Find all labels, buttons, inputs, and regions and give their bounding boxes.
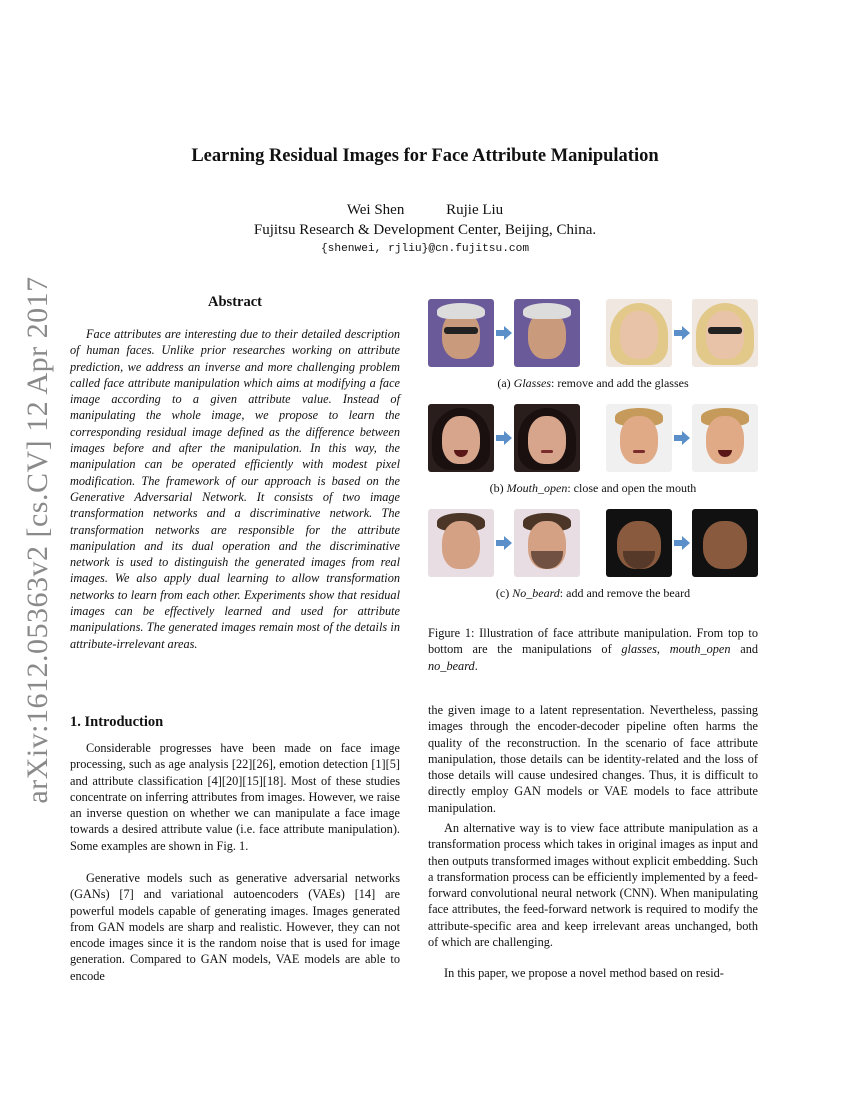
face-image xyxy=(606,404,672,472)
body-paragraph: Generative models such as generative adversarial networks (GANs) [7] and variational autoencoders (VAEs) [14] are powerful models capable of generating images. Images generated from GAN models are sharp and realistic. However, they can not encode images since it is the random noise that is used for image generation. Compared to GAN models, VAE models are able to encode xyxy=(70,871,400,983)
arrow-right-icon xyxy=(674,326,690,340)
figure-caption: Figure 1: Illustration of face attribute manipulation. From top to bottom are the manipulations of glasses, mouth_open and no_beard. xyxy=(428,626,758,673)
body-paragraph: the given image to a latent representation. Nevertheless, passing images through the encoder-decoder pipeline often harms the quality of the reconstruction. In the scenario of face attribute manipulation, those details can be identity-related and the loss of those details will cause undesired changes. Thus, it is difficult to directly employ GAN models or VAE models to face attribute manipulation. xyxy=(428,703,758,815)
author-name: Wei Shen xyxy=(346,202,405,218)
figure-row-no-beard xyxy=(428,508,758,578)
arxiv-identifier: arXiv:1612.05363v2 [cs.CV] 12 Apr 2017 xyxy=(21,276,54,804)
left-column xyxy=(70,294,400,983)
right-column xyxy=(428,298,758,980)
affiliation: Fujitsu Research & Development Center, Beijing, China. xyxy=(253,222,597,238)
face-image xyxy=(514,509,580,577)
author-list xyxy=(0,202,850,219)
figure-row-mouth-open xyxy=(428,403,758,473)
body-paragraph: An alternative way is to view face attribute manipulation as a transformation process which takes in original images as input and then outputs transformed images without explicit embedding. Such a transformation process can be efficiently implemented by a feed-forward convolutional neural network (CNN). When manipulating face attributes, the feed-forward network is required to modify the attribute-specific area and keep irrelevant areas unchanged, both of which are challenging. xyxy=(428,821,758,950)
face-image xyxy=(514,299,580,367)
face-image xyxy=(606,299,672,367)
arrow-right-icon xyxy=(496,431,512,445)
body-paragraph: Considerable progresses have been made on face image processing, such as age analysis [22][26], emotion detection [1][5] and attribute classification [4][20][15][18]. Most of these studies concentrate on inferring attributes from images. However, we raise an inverse question on whether we can manipulate a face image towards a desired attribute value (i.e. face attribute manipulation). Some examples are shown in Fig. 1. xyxy=(70,741,400,853)
face-image xyxy=(692,509,758,577)
face-image xyxy=(692,404,758,472)
author-email: {shenwei, rjliu}@cn.fujitsu.com xyxy=(320,243,530,255)
subfigure-caption: (a) Glasses: remove and add the glasses xyxy=(497,376,689,390)
arrow-right-icon xyxy=(496,536,512,550)
face-image xyxy=(606,509,672,577)
figure-1 xyxy=(428,298,758,674)
author-name: Rujie Liu xyxy=(446,202,504,218)
section-heading: 1. Introduction xyxy=(70,714,164,730)
subfigure-caption: (b) Mouth_open: close and open the mouth xyxy=(489,481,697,495)
paper-title: Learning Residual Images for Face Attribute Manipulation xyxy=(191,146,659,166)
face-image xyxy=(428,299,494,367)
face-image xyxy=(692,299,758,367)
face-image xyxy=(428,404,494,472)
subfigure-caption: (c) No_beard: add and remove the beard xyxy=(495,586,691,600)
arrow-right-icon xyxy=(496,326,512,340)
body-paragraph: In this paper, we propose a novel method based on resid- xyxy=(444,966,724,980)
arrow-right-icon xyxy=(674,536,690,550)
face-image xyxy=(428,509,494,577)
figure-row-glasses xyxy=(428,298,758,368)
abstract-heading: Abstract xyxy=(208,294,262,310)
arrow-right-icon xyxy=(674,431,690,445)
abstract-text: Face attributes are interesting due to their detailed description of human faces. Unlike prior researches working on attribute prediction, we address an inverse and more challenging problem called face attribute manipulation which aims at modifying a face image according to a given attribute value. Instead of manipulating the whole image, we propose to learn the corresponding residual image defined as the difference between images before and after the manipulation. In this way, the manipulation can be operated efficiently with modest pixel modification. The framework of our approach is based on the Generative Adversarial Network. It consists of two image transformation networks and a discriminative network. The transformation networks are responsible for the attribute manipulation and its dual operation and the discriminative network is used to distinguish the generated images from real images. We also apply dual learning to allow transformation networks to learn from each other. Experiments show that residual images can be effectively learned and used for attribute manipulations. The generated images remain most of the details in attribute-irrelevant areas. xyxy=(70,327,400,651)
face-image xyxy=(514,404,580,472)
